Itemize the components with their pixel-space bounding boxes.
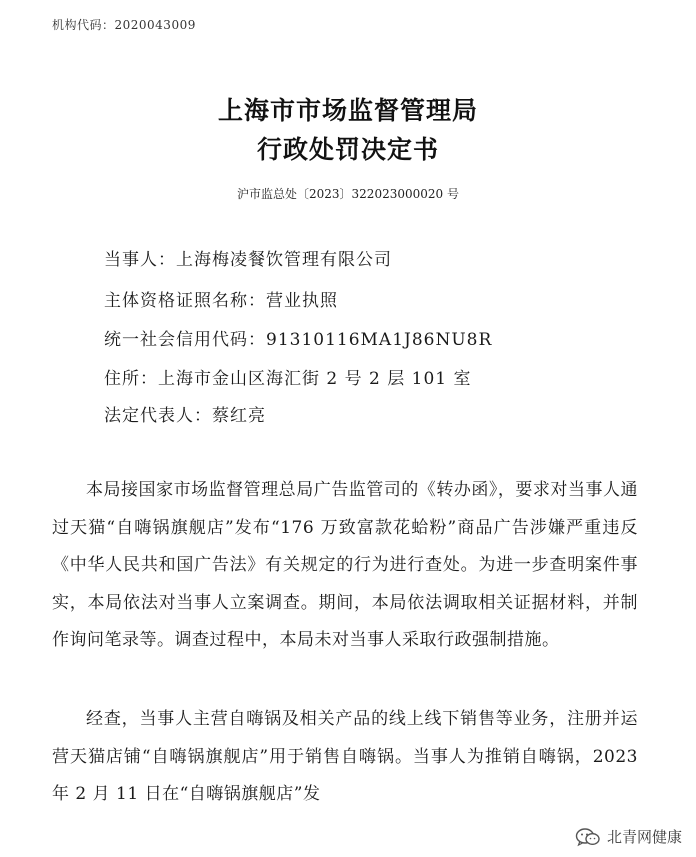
document-number: 沪市监总处〔2023〕322023000020 号 (237, 187, 459, 201)
party-name: 当事人：上海梅凌餐饮管理有限公司 (104, 250, 392, 270)
party-legal-representative: 法定代表人：蔡红亮 (104, 406, 266, 426)
paragraph-text: 经查，当事人主营自嗨锅及相关产品的线上线下销售等业务，注册并运营天猫店铺“自嗨锅旗舰店”用于销售自嗨锅。当事人为推销自嗨锅，2023 年 2 月 11 日在“自嗨锅旗舰店”发 (52, 709, 638, 804)
paragraph-findings (52, 701, 638, 814)
document-title-authority: 上海市市场监督管理局 (217, 96, 478, 125)
wechat-icon (575, 827, 601, 847)
watermark (571, 824, 686, 849)
party-license-type: 主体资格证照名称：营业执照 (104, 291, 338, 311)
watermark-text: 北青网健康 (606, 828, 682, 846)
document-title-type: 行政处罚决定书 (256, 135, 439, 164)
org-code: 机构代码：2020043009 (52, 18, 196, 32)
party-credit-code: 统一社会信用代码：91310116MA1J86NU8R (104, 330, 493, 350)
paragraph-text: 本局接国家市场监督管理总局广告监管司的《转办函》，要求对当事人通过天猫“自嗨锅旗舰店”发布“176 万致富款花蛤粉”商品广告涉嫌严重违反《中华人民共和国广告法》有关规定的行为进行查处。为进一步查明案件事实，本局依法对当事人立案调查。期间，本局依法调取相关证据材料，并制作询问笔录等。调查过程中，本局未对当事人采取行政强制措施。 (52, 480, 638, 650)
party-address: 住所：上海市金山区海汇街 2 号 2 层 101 室 (104, 369, 472, 389)
paragraph-case-origin (52, 472, 638, 660)
